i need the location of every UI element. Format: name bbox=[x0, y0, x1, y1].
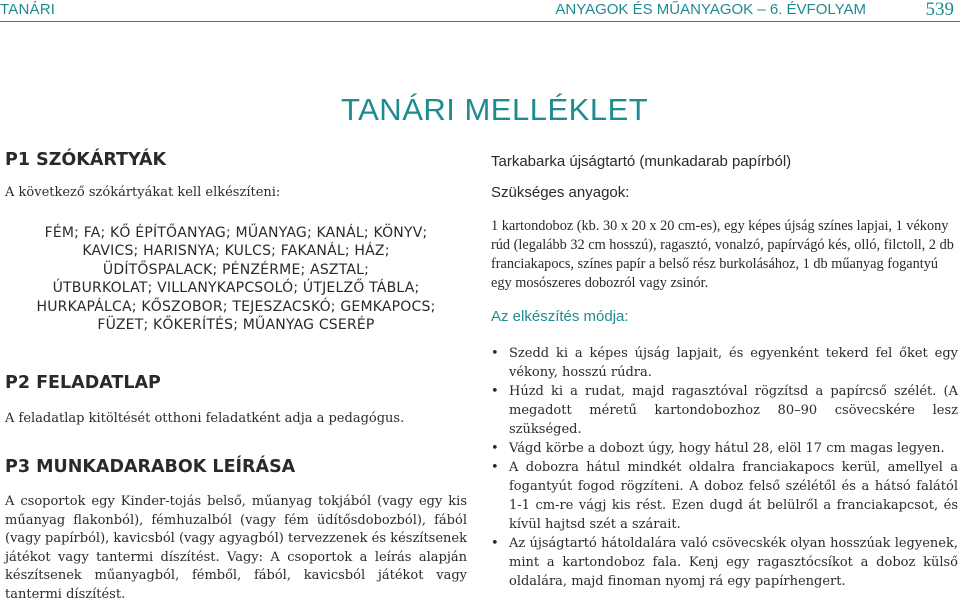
right-column bbox=[491, 152, 958, 591]
step-text: Szedd ki a képes újság lapjait, és egyenként tekerd fel őket egy vékony, hosszú rúdra. bbox=[509, 346, 958, 380]
bullet-icon: • bbox=[491, 384, 499, 399]
list-item bbox=[491, 344, 958, 382]
bullet-icon: • bbox=[491, 536, 499, 551]
word-card-list bbox=[5, 224, 467, 335]
list-item bbox=[491, 439, 958, 458]
bullet-icon: • bbox=[491, 460, 499, 475]
p3-text: A csoportok egy Kinder-tojás belső, műanyag tokjából (vagy egy kis műanyag flakonból), fémhuzalból (vagy fém üdítősdobozból), fából (vagy papírból), kavicsból (vagy agyagból) tervezzenek és készítsenek játékot vagy tantermi díszítést. Vagy: A csoportok a leírás alapján készítsenek műanyagból, fémből, fából, kavicsból játékot vagy tantermi díszítést. bbox=[5, 494, 467, 602]
bullet-icon: • bbox=[491, 346, 499, 361]
list-item bbox=[491, 382, 958, 439]
word-line: KAVICS; HARISNYA; KULCS; FAKANÁL; HÁZ; bbox=[82, 243, 390, 259]
method-heading: Az elkészítés módja: bbox=[491, 308, 629, 325]
running-header bbox=[0, 0, 960, 22]
word-line: HURKAPÁLCA; KŐSZOBOR; TEJESZACSKÓ; GEMKAPOCS; bbox=[36, 298, 436, 315]
p1-heading: P1 SZÓKÁRTYÁK bbox=[5, 150, 167, 170]
materials-text: 1 kartondoboz (kb. 30 x 20 x 20 cm-es), egy képes újság színes lapjai, 1 vékony rúd (legalább 32 cm hosszú), ragasztó, vonalzó, papírvágó kés, olló, filctoll, 2 db franciakapocs, színes papír a belső rész burkolásához, 1 db műanyag fogantyú egy mosószeres dobozról vagy zsinór. bbox=[491, 218, 954, 291]
list-item bbox=[491, 534, 958, 591]
page-title: TANÁRI MELLÉKLET bbox=[341, 92, 649, 127]
step-text: Húzd ki a rudat, majd ragasztóval rögzítsd a papírcső szélét. (A megadott méretű kartondobozhoz 80–90 csövecskére lesz szükséged. bbox=[509, 384, 958, 437]
step-text: A dobozra hátul mindkét oldalra franciakapocs kerül, amellyel a fogantyút fogod rögzíteni. A doboz felső szélétől és a hátsó falától 1-1 cm-re vágj kis rést. Ezen dugd át belülről a franciakapcsot, és kívül hajtsd szét a szárait. bbox=[509, 460, 958, 532]
materials-heading: Szükséges anyagok: bbox=[491, 184, 630, 201]
word-line: ÚTBURKOLAT; VILLANYKAPCSOLÓ; ÚTJELZŐ TÁBLA; bbox=[52, 280, 420, 296]
p3-heading: P3 MUNKADARABOK LEÍRÁSA bbox=[5, 457, 296, 477]
word-line: ÜDÍTŐSPALACK; PÉNZÉRME; ASZTAL; bbox=[102, 261, 370, 278]
p2-heading: P2 FELADATLAP bbox=[5, 372, 161, 393]
header-right-label: ANYAGOK ÉS MŰANYAGOK – 6. ÉVFOLYAM bbox=[555, 1, 866, 18]
bullet-icon: • bbox=[491, 441, 499, 456]
list-item bbox=[491, 458, 958, 534]
project-heading: Tarkabarka újságtartó (munkadarab papírból) bbox=[491, 153, 792, 170]
steps-list bbox=[491, 344, 958, 591]
header-rule bbox=[0, 21, 960, 22]
left-column bbox=[5, 150, 467, 604]
step-text: Az újságtartó hátoldalára való csövecskék olyan hosszúak legyenek, mint a kartondoboz fala. Kenj egy ragasztócsíkot a doboz külső oldalára, majd finoman nyomj rá egy papírhengert. bbox=[509, 536, 958, 589]
step-text: Vágd körbe a dobozt úgy, hogy hátul 28, elöl 17 cm magas legyen. bbox=[509, 441, 945, 456]
p1-intro: A következő szókártyákat kell elkészíteni: bbox=[5, 185, 281, 200]
word-line: FÉM; FA; KŐ ÉPÍTŐANYAG; MŰANYAG; KANÁL; KÖNYV; bbox=[44, 224, 428, 241]
header-left-label: TANÁRI bbox=[0, 1, 56, 18]
p2-text: A feladatlap kitöltését otthoni feladatként adja a pedagógus. bbox=[5, 410, 405, 426]
page-number: 539 bbox=[925, 0, 954, 20]
word-line: FÜZET; KŐKERÍTÉS; MŰANYAG CSERÉP bbox=[97, 317, 375, 333]
